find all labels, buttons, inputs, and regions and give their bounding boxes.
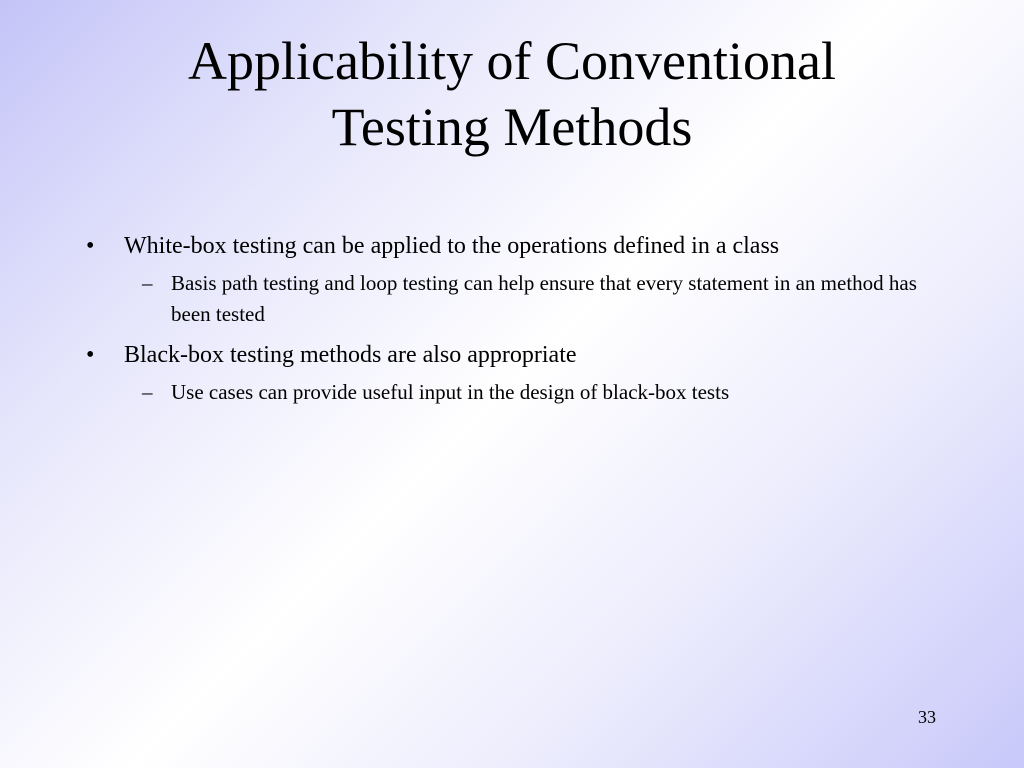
bullet-text: Black-box testing methods are also appropriate xyxy=(124,342,577,368)
sub-bullet-text: Use cases can provide useful input in the design of black-box tests xyxy=(171,380,730,404)
bullet-text: White-box testing can be applied to the operations defined in a class xyxy=(124,233,780,259)
title-line-1: Applicability of Conventional xyxy=(188,31,836,91)
sub-bullet-marker: – xyxy=(142,380,153,404)
sub-bullet-marker: – xyxy=(142,271,153,295)
sub-bullet-text: Basis path testing and loop testing can help ensure that every statement in an method has been tested xyxy=(171,271,917,326)
page-number: 33 xyxy=(918,707,936,727)
title-line-2: Testing Methods xyxy=(331,97,693,157)
bullet-marker: • xyxy=(86,233,95,259)
slide-title xyxy=(40,28,984,160)
bullet-marker: • xyxy=(86,342,95,368)
